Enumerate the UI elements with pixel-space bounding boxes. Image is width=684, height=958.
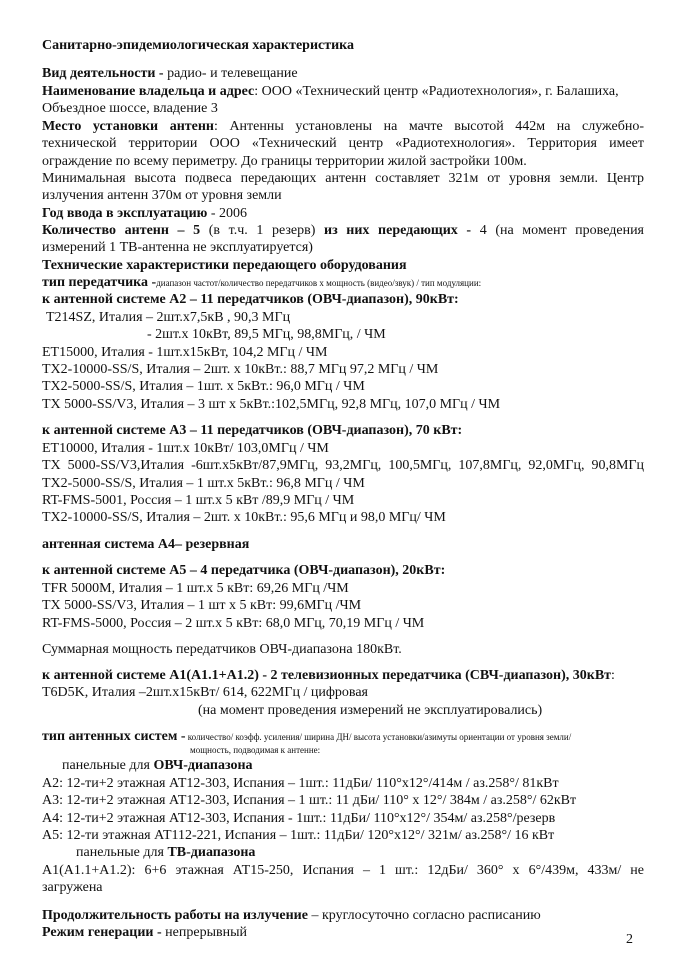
a1-heading: к антенной системе А1(А1.1+А1.2) - 2 телевизионных передатчика (СВЧ-диапазон), 30кВт [42, 668, 612, 683]
activity-value: радио- и телевещание [167, 66, 298, 81]
location-value: : Антенны установлены на мачте высотой 442м на служебно- [213, 119, 644, 134]
a1-heading-line [42, 668, 615, 684]
antenna-count-label: Количество антенн – 5 [42, 223, 201, 238]
mode-label: Режим генерации - [42, 925, 162, 940]
a1-heading-colon: : [611, 668, 615, 683]
year-value: - 2006 [207, 206, 248, 221]
vhf-subheading [62, 758, 253, 774]
owner-line [42, 84, 619, 100]
antenna-count-line [42, 223, 644, 239]
a2-heading: к антенной системе А2 – 11 передатчиков (ОВЧ-диапазон), 90кВт: [42, 292, 459, 307]
antenna-type-label: тип антенных систем - [42, 729, 186, 744]
year-label: Год ввода в эксплуатацию [42, 206, 208, 221]
location-line-1 [42, 119, 644, 135]
owner-label: Наименование владельца и адрес [42, 84, 255, 99]
vhf-antenna-line: A4: 12-ти+2 этажная АТ12-303, Испания - 1шт.: 11дБи/ 110°х12°/ 354м/ аз.258°/резерв [42, 811, 556, 826]
a2-transmitter-line: T214SZ, Италия – 2шт.х7,5кВ , 90,3 МГц [46, 310, 291, 325]
tv-antenna-line: A1(A1.1+A1.2): 6+6 этажная АТ15-250, Испания – 1 шт.: 12дБи/ 360° х 6°/439м, 433м/ не [42, 863, 644, 878]
antenna-transmitting-label: из них передающих - [324, 223, 472, 238]
tech-heading: Технические характеристики передающего оборудования [42, 258, 407, 273]
vhf-prefix: панельные для [62, 758, 154, 773]
a3-transmitter-line: TX2-5000-SS/S, Италия – 1 шт.х 5кВт.: 96,8 МГц / ЧМ [42, 476, 365, 491]
duration-value: – круглосуточно согласно расписанию [307, 908, 541, 923]
a3-transmitter-line: TX2-10000-SS/S, Италия – 2шт. х 10кВт.: 95,6 МГц и 98,0 МГц/ ЧМ [42, 510, 446, 525]
page-title: Санитарно-эпидемиологическая характеристика [42, 38, 355, 53]
activity-line [42, 66, 298, 82]
antenna-count-line-2: измерений 1 ТВ-антенна не эксплуатируется) [42, 240, 313, 255]
a5-transmitter-line: TFR 5000M, Италия – 1 шт.х 5 кВт: 69,26 МГц /ЧМ [42, 581, 349, 596]
a4-heading: антенная система А4– резервная [42, 537, 250, 552]
a5-heading: к антенной системе А5 – 4 передатчика (ОВЧ-диапазон), 20кВт: [42, 563, 446, 578]
tv-prefix: панельные для [76, 845, 168, 860]
mode-value: непрерывный [161, 925, 247, 940]
a2-transmitter-line: ET15000, Италия - 1шт.х15кВт, 104,2 МГц / ЧМ [42, 345, 328, 360]
tv-antenna-line-2: загружена [42, 880, 103, 895]
location-label: Место установки антенн [42, 119, 214, 134]
antenna-type-note-2: мощность, подводимая к антенне: [190, 745, 321, 755]
location-line-5: излучения антенн 370м от уровня земли [42, 188, 282, 203]
a3-transmitter-line: RT-FMS-5001, Россия – 1 шт.х 5 кВт /89,9 МГц / ЧМ [42, 493, 355, 508]
tx-type-note: диапазон частот/количество передатчиков x мощность (видео/звук) / тип модуляции: [156, 278, 482, 288]
owner-value: : ООО «Технический центр «Радиотехнология», г. Балашиха, [254, 84, 619, 99]
location-line-3: ограждение по всему периметру. До границы территории жилой застройки 100м. [42, 154, 527, 169]
tv-subheading [76, 845, 255, 861]
duration-line [42, 908, 541, 924]
antenna-type-note: количество/ коэфф. усиления/ ширина ДН/ высота установки/азимуты ориентации от уровня земли/ [185, 732, 572, 742]
a3-transmitter-line: TX 5000-SS/V3,Италия -6шт.х5кВт/87,9МГц, 93,2МГц, 100,5МГц, 107,8МГц, 92,0МГц, 90,8МГц [42, 458, 644, 473]
vhf-band: ОВЧ-диапазона [153, 758, 253, 773]
mode-line [42, 925, 247, 941]
a2-transmitter-line: TX2-10000-SS/S, Италия – 2шт. х 10кВт.: 88,7 МГц 97,2 МГц / ЧМ [42, 362, 439, 377]
a2-transmitter-line: - 2шт.х 10кВт, 89,5 МГц, 98,8МГц, / ЧМ [147, 327, 386, 342]
a5-transmitter-line: TX 5000-SS/V3, Италия – 1 шт х 5 кВт: 99,6МГц /ЧМ [42, 598, 362, 613]
a3-transmitter-line: ET10000, Италия - 1шт.х 10кВт/ 103,0МГц / ЧМ [42, 441, 329, 456]
tv-band: ТВ-диапазона [167, 845, 256, 860]
total-power-line: Суммарная мощность передатчиков ОВЧ-диапазона 180кВт. [42, 642, 402, 657]
antenna-reserve-note: (в т.ч. 1 резерв) [200, 223, 324, 238]
year-line [42, 206, 247, 222]
a5-transmitter-line: RT-FMS-5000, Россия – 2 шт.х 5 кВт: 68,0 МГц, 70,19 МГц / ЧМ [42, 616, 425, 631]
vhf-antenna-line: A5: 12-ти этажная АТ112-221, Испания – 1шт.: 11дБи/ 120°х12°/ 321м/ аз.258°/ 16 кВт [42, 828, 555, 843]
location-line-2: технической территории ООО «Технический центр «Радиотехнология». Территория имеет [42, 136, 644, 151]
antenna-transmitting-value: 4 (на момент проведения [471, 223, 644, 238]
a1-transmitter-line: T6D5K, Италия –2шт.х15кВт/ 614, 622МГц / цифровая [42, 685, 368, 700]
location-line-4: Минимальная высота подвеса передающих антенн составляет 321м от уровня земли. Центр [42, 171, 644, 186]
vhf-antenna-line: A2: 12-ти+2 этажная АТ12-303, Испания – 1шт.: 11дБи/ 110°х12°/414м / аз.258°/ 81кВт [42, 776, 559, 791]
activity-label: Вид деятельности - [42, 66, 164, 81]
owner-address-line: Объездное шоссе, владение 3 [42, 101, 218, 116]
page-number: 2 [626, 932, 633, 947]
duration-label: Продолжительность работы на излучение [42, 908, 308, 923]
a3-heading: к антенной системе А3 – 11 передатчиков (ОВЧ-диапазон), 70 кВт: [42, 423, 463, 438]
tx-type-label: тип передатчика - [42, 275, 157, 290]
a2-transmitter-line: TX 5000-SS/V3, Италия – 3 шт х 5кВт.:102,5МГц, 92,8 МГц, 107,0 МГц / ЧМ [42, 397, 501, 412]
vhf-antenna-line: A3: 12-ти+2 этажная АТ12-303, Испания – 1 шт.: 11 дБи/ 110° х 12°/ 384м / аз.258°/ 62кВт [42, 793, 577, 808]
a1-status-note: (на момент проведения измерений не эксплуатировались) [198, 703, 543, 718]
tx-type-line [42, 275, 481, 291]
a2-transmitter-line: TX2-5000-SS/S, Италия – 1шт. х 5кВт.: 96,0 МГц / ЧМ [42, 379, 365, 394]
